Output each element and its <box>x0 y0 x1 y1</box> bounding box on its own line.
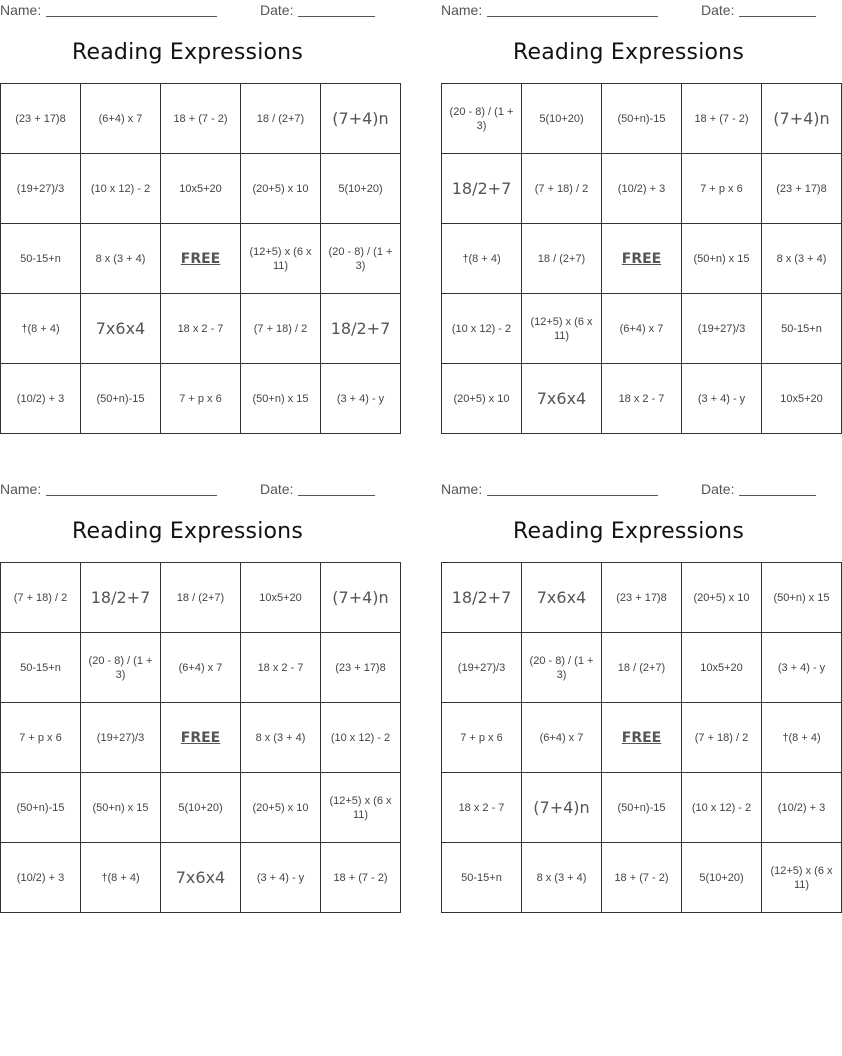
expression-cell: 18 / (2+7) <box>602 633 682 703</box>
expression-cell: 8 x (3 + 4) <box>762 224 842 294</box>
expression-cell: (12+5) x (6 x 11) <box>522 294 602 364</box>
expression-cell: 10x5+20 <box>762 364 842 434</box>
grid-row <box>442 843 842 913</box>
expression-cell: (7+4)n <box>321 84 401 154</box>
expression-cell: (10 x 12) - 2 <box>81 154 161 224</box>
grid-row <box>442 364 842 434</box>
expression-cell: 7 + p x 6 <box>682 154 762 224</box>
grid-row <box>442 224 842 294</box>
date-blank <box>298 495 375 496</box>
expression-cell: 8 x (3 + 4) <box>522 843 602 913</box>
bingo-grid <box>0 83 401 434</box>
expression-cell: (50+n)-15 <box>602 84 682 154</box>
free-space-cell: FREE <box>161 224 241 294</box>
expression-cell: (50+n) x 15 <box>762 563 842 633</box>
date-label: Date: <box>701 2 735 18</box>
expression-cell: 18/2+7 <box>81 563 161 633</box>
expression-cell: (10 x 12) - 2 <box>682 773 762 843</box>
expression-cell: (6+4) x 7 <box>602 294 682 364</box>
card-title: Reading Expressions <box>513 40 744 65</box>
grid-row <box>1 843 401 913</box>
expression-cell: (7+4)n <box>762 84 842 154</box>
expression-cell: (7 + 18) / 2 <box>522 154 602 224</box>
expression-cell: (10/2) + 3 <box>1 843 81 913</box>
expression-cell: 7x6x4 <box>161 843 241 913</box>
expression-cell: (20+5) x 10 <box>682 563 762 633</box>
date-blank <box>739 16 816 17</box>
grid-row <box>1 773 401 843</box>
expression-cell: (7+4)n <box>321 563 401 633</box>
expression-cell: 7 + p x 6 <box>1 703 81 773</box>
expression-cell: †(8 + 4) <box>442 224 522 294</box>
name-label: Name: <box>441 481 483 497</box>
expression-cell: †(8 + 4) <box>1 294 81 364</box>
expression-cell: 18 / (2+7) <box>241 84 321 154</box>
card-header <box>441 479 816 499</box>
expression-cell: 5(10+20) <box>682 843 762 913</box>
expression-cell: †(8 + 4) <box>81 843 161 913</box>
grid-row <box>442 563 842 633</box>
expression-cell: (20+5) x 10 <box>241 773 321 843</box>
date-label: Date: <box>701 481 735 497</box>
expression-cell: 18 + (7 - 2) <box>682 84 762 154</box>
date-blank <box>739 495 816 496</box>
grid-row <box>442 703 842 773</box>
grid-row <box>1 294 401 364</box>
expression-cell: 7 + p x 6 <box>442 703 522 773</box>
expression-cell: (23 + 17)8 <box>602 563 682 633</box>
expression-cell: 18 + (7 - 2) <box>602 843 682 913</box>
name-label: Name: <box>0 481 42 497</box>
expression-cell: (6+4) x 7 <box>522 703 602 773</box>
expression-cell: 18 x 2 - 7 <box>602 364 682 434</box>
expression-cell: (50+n)-15 <box>1 773 81 843</box>
card-title: Reading Expressions <box>513 519 744 544</box>
expression-cell: (19+27)/3 <box>81 703 161 773</box>
expression-cell: (20+5) x 10 <box>442 364 522 434</box>
name-blank <box>46 495 217 496</box>
expression-cell: 50-15+n <box>1 633 81 703</box>
card-header <box>0 0 375 20</box>
expression-cell: (50+n)-15 <box>81 364 161 434</box>
card-title: Reading Expressions <box>72 519 303 544</box>
grid-row <box>442 773 842 843</box>
grid-row <box>442 294 842 364</box>
date-label: Date: <box>260 481 294 497</box>
free-space-cell: FREE <box>161 703 241 773</box>
expression-cell: (12+5) x (6 x 11) <box>321 773 401 843</box>
grid-row <box>1 364 401 434</box>
expression-cell: 18 x 2 - 7 <box>442 773 522 843</box>
expression-cell: (6+4) x 7 <box>161 633 241 703</box>
expression-cell: 18 / (2+7) <box>522 224 602 294</box>
expression-cell: (10/2) + 3 <box>1 364 81 434</box>
expression-cell: 10x5+20 <box>161 154 241 224</box>
bingo-grid <box>0 562 401 913</box>
card-header <box>0 479 375 499</box>
name-blank <box>487 495 658 496</box>
grid-row <box>1 563 401 633</box>
name-blank <box>487 16 658 17</box>
expression-cell: 18 x 2 - 7 <box>241 633 321 703</box>
expression-cell: 10x5+20 <box>682 633 762 703</box>
expression-cell: 5(10+20) <box>321 154 401 224</box>
grid-row <box>1 633 401 703</box>
free-space-cell: FREE <box>602 703 682 773</box>
expression-cell: (3 + 4) - y <box>241 843 321 913</box>
name-label: Name: <box>441 2 483 18</box>
expression-cell: (7 + 18) / 2 <box>1 563 81 633</box>
expression-cell: 10x5+20 <box>241 563 321 633</box>
expression-cell: (23 + 17)8 <box>762 154 842 224</box>
expression-cell: 18 / (2+7) <box>161 563 241 633</box>
expression-cell: (20 - 8) / (1 + 3) <box>522 633 602 703</box>
expression-cell: (10 x 12) - 2 <box>321 703 401 773</box>
grid-row <box>442 154 842 224</box>
date-label: Date: <box>260 2 294 18</box>
name-blank <box>46 16 217 17</box>
expression-cell: 50-15+n <box>442 843 522 913</box>
expression-cell: 18/2+7 <box>442 563 522 633</box>
grid-row <box>1 703 401 773</box>
expression-cell: 7x6x4 <box>522 364 602 434</box>
grid-row <box>442 84 842 154</box>
expression-cell: (7 + 18) / 2 <box>241 294 321 364</box>
expression-cell: 18 + (7 - 2) <box>321 843 401 913</box>
expression-cell: (7+4)n <box>522 773 602 843</box>
expression-cell: (20 - 8) / (1 + 3) <box>321 224 401 294</box>
expression-cell: (19+27)/3 <box>682 294 762 364</box>
grid-row <box>1 84 401 154</box>
expression-cell: (6+4) x 7 <box>81 84 161 154</box>
expression-cell: (20+5) x 10 <box>241 154 321 224</box>
expression-cell: (7 + 18) / 2 <box>682 703 762 773</box>
grid-row <box>1 154 401 224</box>
expression-cell: (50+n) x 15 <box>241 364 321 434</box>
expression-cell: 5(10+20) <box>522 84 602 154</box>
expression-cell: 18/2+7 <box>321 294 401 364</box>
grid-row <box>1 224 401 294</box>
expression-cell: (12+5) x (6 x 11) <box>762 843 842 913</box>
bingo-grid <box>441 562 842 913</box>
expression-cell: (50+n) x 15 <box>81 773 161 843</box>
expression-cell: 8 x (3 + 4) <box>241 703 321 773</box>
name-label: Name: <box>0 2 42 18</box>
expression-cell: 5(10+20) <box>161 773 241 843</box>
expression-cell: 7x6x4 <box>81 294 161 364</box>
expression-cell: (50+n) x 15 <box>682 224 762 294</box>
expression-cell: (3 + 4) - y <box>682 364 762 434</box>
expression-cell: (19+27)/3 <box>1 154 81 224</box>
expression-cell: (23 + 17)8 <box>1 84 81 154</box>
expression-cell: 8 x (3 + 4) <box>81 224 161 294</box>
expression-cell: 50-15+n <box>762 294 842 364</box>
expression-cell: 50-15+n <box>1 224 81 294</box>
expression-cell: 18 x 2 - 7 <box>161 294 241 364</box>
expression-cell: (10/2) + 3 <box>602 154 682 224</box>
expression-cell: 18/2+7 <box>442 154 522 224</box>
expression-cell: (23 + 17)8 <box>321 633 401 703</box>
expression-cell: (3 + 4) - y <box>762 633 842 703</box>
expression-cell: (20 - 8) / (1 + 3) <box>81 633 161 703</box>
card-title: Reading Expressions <box>72 40 303 65</box>
card-header <box>441 0 816 20</box>
expression-cell: 18 + (7 - 2) <box>161 84 241 154</box>
expression-cell: (10/2) + 3 <box>762 773 842 843</box>
expression-cell: (19+27)/3 <box>442 633 522 703</box>
expression-cell: (20 - 8) / (1 + 3) <box>442 84 522 154</box>
expression-cell: 7x6x4 <box>522 563 602 633</box>
expression-cell: (12+5) x (6 x 11) <box>241 224 321 294</box>
expression-cell: †(8 + 4) <box>762 703 842 773</box>
date-blank <box>298 16 375 17</box>
grid-row <box>442 633 842 703</box>
expression-cell: (50+n)-15 <box>602 773 682 843</box>
expression-cell: (3 + 4) - y <box>321 364 401 434</box>
free-space-cell: FREE <box>602 224 682 294</box>
expression-cell: (10 x 12) - 2 <box>442 294 522 364</box>
expression-cell: 7 + p x 6 <box>161 364 241 434</box>
bingo-grid <box>441 83 842 434</box>
